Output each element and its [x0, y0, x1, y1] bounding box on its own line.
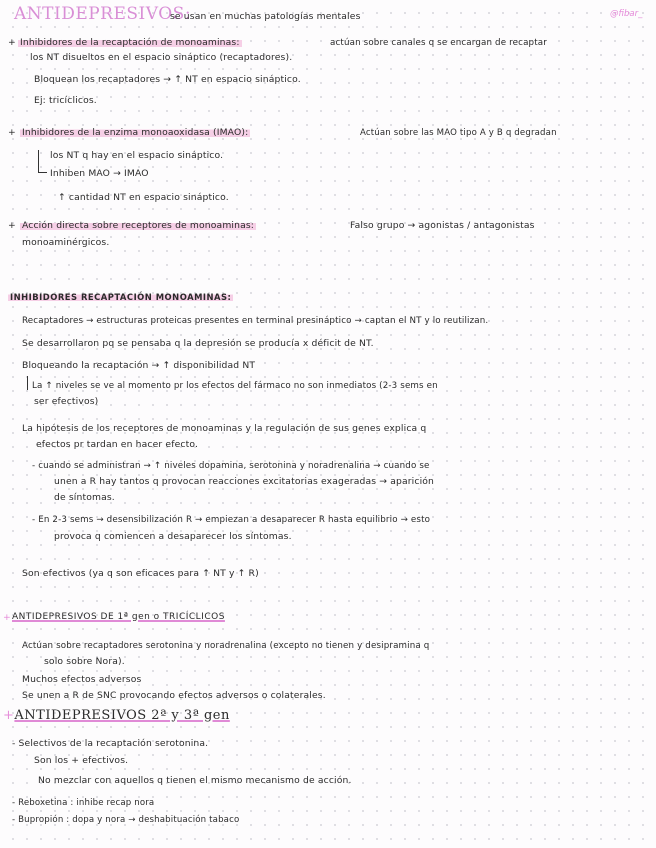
gen2-l2: Son los + efectivos. [34, 755, 129, 766]
direct-action-label: Acción directa sobre receptores de monoaminas: [22, 220, 255, 231]
gen2-l3: No mezclar con aquellos q tienen el mismo mecanismo de acción. [38, 775, 352, 786]
ir-p6: Son efectivos (ya q son eficaces para ↑ NT y ↑ R) [22, 568, 259, 579]
gen2-l1: - Selectivos de la recaptación serotonina. [12, 738, 209, 749]
section-heading-ir: INHIBIDORES RECAPTACIÓN MONOAMINAS: [10, 292, 232, 302]
imao-intro-line3: Inhiben MAO → IMAO [50, 168, 149, 179]
ir-intro-line2: los NT disueltos en el espacio sináptico (recaptadores). [30, 52, 293, 63]
direct-action-line1: Falso grupo → agonistas / antagonistas [350, 220, 535, 231]
gen1-l1b: solo sobre Nora). [44, 656, 125, 667]
ir-p4b: ser efectivos) [34, 396, 99, 407]
ir-p5b: efectos pr tardan en hacer efecto. [36, 439, 199, 450]
section-heading-gen2: +ANTIDEPRESIVOS 2ª y 3ª gen [3, 708, 230, 723]
section-heading-gen1: ANTIDEPRESIVOS DE 1ª gen o TRICÍCLICOS [12, 612, 225, 622]
bullet-plus: + [8, 37, 16, 48]
ir-p5a: La hipótesis de los receptores de monoaminas y la regulación de sus genes explica q [22, 423, 427, 434]
bullet-plus: + [8, 220, 16, 231]
gen2-l5: - Bupropión : dopa y nora → deshabituación tabaco [12, 815, 240, 825]
gen1-l1a: Actúan sobre recaptadores serotonina y noradrenalina (excepto no tienen y desipramina q [22, 641, 430, 651]
ir-intro-line1: actúan sobre canales q se encargan de recaptar [330, 38, 547, 48]
ir-b2b: provoca q comiencen a desaparecer los síntomas. [54, 531, 292, 542]
imao-intro-line4: ↑ cantidad NT en espacio sináptico. [58, 192, 229, 203]
bullet-plus: + [8, 127, 16, 138]
ir-b1c: de síntomas. [54, 492, 115, 503]
ir-p3: Bloqueando la recaptación → ↑ disponibilidad NT [22, 360, 256, 371]
direct-action-line2: monoaminérgicos. [22, 237, 110, 248]
bracket-line [27, 376, 28, 390]
imao-intro-label: Inhibidores de la enzima monoaoxidasa (IMAO): [22, 127, 249, 138]
ir-intro-line3: Bloquean los recaptadores → ↑ NT en espacio sináptico. [34, 74, 301, 85]
author-signature: @fibar_ [610, 9, 643, 19]
page-subtitle: se usan en muchas patologías mentales [170, 11, 361, 22]
ir-b2a: - En 2-3 sems → desensibilización R → empiezan a desaparecer R hasta equilibrio → esto [32, 515, 431, 525]
bracket-line [38, 150, 47, 173]
imao-intro-line2: los NT q hay en el espacio sináptico. [50, 150, 224, 161]
ir-b1b: unen a R hay tantos q provocan reacciones excitatorias exageradas → aparición [54, 476, 435, 487]
gen1-l3: Se unen a R de SNC provocando efectos adversos o colaterales. [22, 690, 326, 701]
gen1-l2: Muchos efectos adversos [22, 674, 142, 685]
imao-intro-line1: Actúan sobre las MAO tipo A y B q degradan [360, 128, 557, 138]
gen2-l4: - Reboxetina : inhibe recap nora [12, 798, 155, 808]
ir-p2: Se desarrollaron pq se pensaba q la depresión se producía x déficit de NT. [22, 338, 374, 349]
ir-intro-label: Inhibidores de la recaptación de monoaminas: [20, 37, 240, 48]
page-title: ANTIDEPRESIVOS: [14, 4, 192, 24]
ir-p4a: La ↑ niveles se ve al momento pr los efectos del fármaco no son inmediatos (2-3 sems en [32, 381, 438, 391]
bullet-plus: + [3, 612, 11, 623]
ir-p1: Recaptadores → estructuras proteicas presentes en terminal presináptico → captan el NT y lo reutilizan. [22, 316, 489, 326]
ir-b1a: - cuando se administran → ↑ niveles dopamina, serotonina y noradrenalina → cuando se [32, 461, 430, 471]
ir-intro-line4: Ej: tricíclicos. [34, 95, 97, 106]
